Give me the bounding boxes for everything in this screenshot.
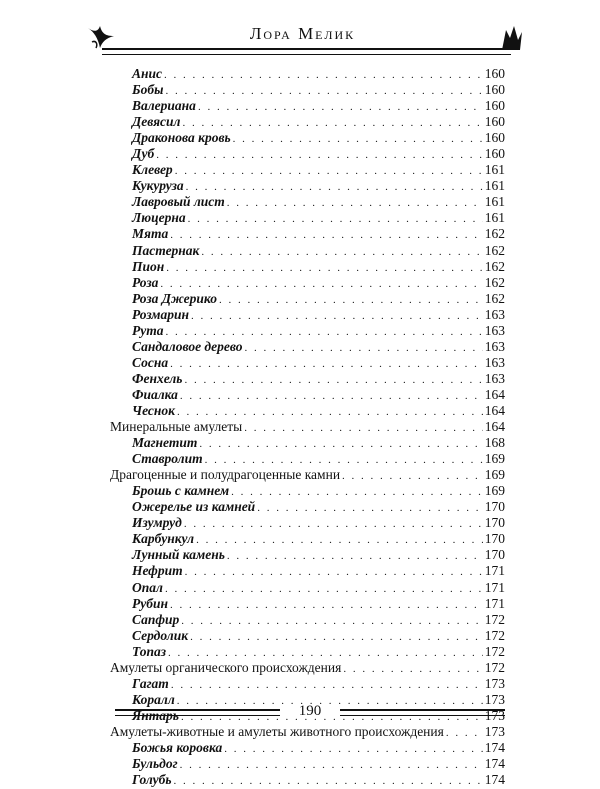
toc-entry-label: Чеснок [132,402,175,418]
toc-entry [110,178,505,194]
toc-entry-label: Топаз [132,643,167,659]
toc-entry-label: Минеральные амулеты [110,419,243,435]
toc-entry [110,66,505,82]
toc-entry-page: 164 [484,419,505,435]
toc-leader-dots [227,548,483,564]
toc-leader-dots [196,532,483,548]
toc-entry-page: 172 [484,611,505,627]
toc-entry [110,467,505,483]
header-rule [102,48,511,55]
page-number: 190 [298,703,322,719]
toc-leader-dots [156,147,482,163]
toc-entry-page: 173 [484,723,505,739]
toc-entry-page: 169 [484,451,505,467]
toc-entry-label: Пион [132,258,165,274]
toc-entry-label: Ставролит [132,451,203,467]
toc-entry [110,596,505,612]
toc-entry-page: 160 [484,114,505,130]
toc-entry-page: 173 [484,691,505,707]
toc-leader-dots [201,244,482,260]
toc-leader-dots [186,179,483,195]
toc-entry-page: 160 [484,146,505,162]
toc-entry [110,499,505,515]
toc-leader-dots [227,195,483,211]
toc-leader-dots [170,356,483,372]
toc-leader-dots [205,452,483,468]
toc-leader-dots [166,260,482,276]
toc-entry-page: 170 [484,531,505,547]
toc-leader-dots [164,67,483,83]
toc-entry-page: 160 [484,130,505,146]
toc-entry [110,114,505,130]
toc-entry [110,756,505,772]
toc-entry-label: Гагат [132,675,169,691]
toc-leader-dots [233,131,483,147]
toc-entry [110,162,505,178]
toc-entry-page: 171 [484,579,505,595]
toc-entry [110,403,505,419]
toc-leader-dots [177,404,483,420]
toc-entry-label: Роза [132,274,159,290]
toc-entry [110,612,505,628]
toc-leader-dots [166,324,483,340]
toc-entry-label: Розмарин [132,306,190,322]
toc-leader-dots [165,581,483,597]
toc-entry-page: 160 [484,82,505,98]
toc-entry [110,772,505,788]
toc-entry-page: 173 [484,675,505,691]
toc-leader-dots [191,308,483,324]
toc-entry-page: 164 [484,402,505,418]
toc-entry-label: Сосна [132,354,169,370]
toc-entry [110,210,505,226]
toc-entry-page: 161 [484,178,505,194]
toc-entry-label: Кукуруза [132,178,184,194]
toc-entry-label: Клевер [132,162,173,178]
toc-leader-dots [160,276,482,292]
toc-entry-page: 162 [484,226,505,242]
toc-leader-dots [170,597,483,613]
toc-entry-label: Анис [132,66,162,81]
running-header-title: Лора Мелик [249,24,356,43]
toc-entry-page: 172 [484,643,505,659]
toc-entry [110,580,505,596]
toc-entry-label: Ожерелье из камней [132,499,256,515]
toc-entry-page: 169 [484,467,505,483]
toc-entry [110,483,505,499]
toc-entry-label: Девясил [132,114,181,130]
toc-entry-page: 162 [484,274,505,290]
toc-leader-dots [174,773,483,789]
toc-entry-label: Фенхель [132,370,183,386]
toc-entry-page: 170 [484,547,505,563]
toc-entry [110,259,505,275]
toc-leader-dots [257,500,483,516]
toc-entry-label: Брошь с камнем [132,483,230,499]
toc-entry-label: Валериана [132,98,196,114]
toc-entry [110,435,505,451]
toc-entry [110,660,505,676]
toc-entry-label: Драгоценные и полудрагоценные камни [110,467,341,483]
toc-entry-label: Магнетит [132,435,198,451]
toc-leader-dots [244,340,482,356]
toc-entry-label: Янтарь [132,707,179,723]
toc-entry-page: 162 [484,290,505,306]
toc-leader-dots [198,99,483,115]
toc-leader-dots [185,564,483,580]
toc-entry-label: Пастернак [132,242,200,258]
toc-leader-dots [244,420,482,436]
toc-entry-label: Дуб [132,146,155,162]
toc-entry-page: 164 [484,386,505,402]
toc-entry-label: Опал [132,579,163,595]
toc-entry [110,243,505,259]
toc-entry-label: Лунный камень [132,547,225,563]
toc-entry [110,323,505,339]
toc-entry-page: 171 [484,563,505,579]
toc-entry-page: 174 [484,739,505,755]
toc-entry-label: Роза Джерико [132,290,217,306]
toc-entry-page: 163 [484,306,505,322]
toc-leader-dots [446,725,483,741]
toc-leader-dots [219,292,483,308]
toc-entry [110,146,505,162]
toc-leader-dots [168,645,483,661]
toc-entry-page: 161 [484,194,505,210]
toc-entry-label: Люцерна [132,210,186,226]
toc-entry [110,194,505,210]
toc-entry [110,275,505,291]
toc-entry-label: Сердолик [132,627,189,643]
toc-entry [110,371,505,387]
toc-entry-label: Коралл [132,691,175,707]
toc-entry-page: 173 [484,707,505,723]
toc-entry-page: 162 [484,258,505,274]
toc-entry-page: 172 [484,627,505,643]
toc-entry-label: Амулеты-животные и амулеты животного происхождения [110,723,444,739]
table-of-contents [110,66,505,788]
toc-entry-label: Рубин [132,595,168,611]
toc-leader-dots [190,629,483,645]
toc-entry-label: Бульдог [132,756,178,772]
toc-entry-label: Лавровый лист [132,194,225,210]
toc-entry [110,451,505,467]
toc-entry-page: 162 [484,242,505,258]
toc-entry-page: 163 [484,338,505,354]
toc-entry-label: Амулеты органического происхождения [110,659,342,675]
toc-entry-label: Рута [132,322,164,338]
toc-entry-page: 174 [484,756,505,772]
toc-entry [110,355,505,371]
toc-entry-label: Фиалка [132,386,178,402]
toc-entry-page: 170 [484,515,505,531]
toc-leader-dots [342,468,483,484]
toc-entry-page: 160 [484,66,505,81]
toc-entry [110,531,505,547]
toc-leader-dots [343,661,482,677]
toc-entry [110,82,505,98]
toc-entry [110,676,505,692]
toc-entry-label: Мята [132,226,169,242]
toc-entry-label: Карбункул [132,531,195,547]
toc-leader-dots [175,163,483,179]
toc-entry [110,628,505,644]
toc-leader-dots [181,613,482,629]
toc-entry [110,307,505,323]
toc-leader-dots [182,115,482,131]
toc-entry-page: 161 [484,210,505,226]
toc-entry [110,563,505,579]
toc-entry-label: Бобы [132,82,164,98]
toc-entry [110,724,505,740]
toc-entry [110,226,505,242]
toc-entry-page: 168 [484,435,505,451]
toc-entry-page: 163 [484,354,505,370]
toc-entry-label: Голубь [132,772,172,788]
toc-entry-page: 172 [484,659,505,675]
toc-entry [110,547,505,563]
toc-entry-label: Драконова кровь [132,130,231,146]
toc-leader-dots [224,741,483,757]
toc-leader-dots [188,211,483,227]
toc-entry-page: 171 [484,595,505,611]
toc-entry [110,644,505,660]
toc-entry-page: 170 [484,499,505,515]
toc-entry-page: 163 [484,370,505,386]
toc-entry-page: 161 [484,162,505,178]
toc-entry [110,130,505,146]
toc-entry-label: Божья коровка [132,739,223,755]
toc-entry-label: Нефрит [132,563,183,579]
footer-rule-right [340,709,505,716]
toc-leader-dots [180,757,483,773]
toc-entry-page: 174 [484,772,505,788]
toc-entry-page: 160 [484,98,505,114]
toc-entry [110,98,505,114]
toc-leader-dots [231,484,483,500]
toc-entry [110,515,505,531]
running-header [90,24,515,50]
toc-leader-dots [180,388,483,404]
toc-leader-dots [199,436,482,452]
toc-entry [110,419,505,435]
toc-entry-page: 169 [484,483,505,499]
toc-entry [110,291,505,307]
toc-leader-dots [184,372,482,388]
toc-leader-dots [184,516,483,532]
toc-leader-dots [171,677,483,693]
toc-entry-page: 163 [484,322,505,338]
toc-entry-label: Изумруд [132,515,182,531]
toc-entry [110,339,505,355]
toc-entry-label: Сандаловое дерево [132,338,243,354]
toc-leader-dots [170,227,483,243]
toc-entry [110,740,505,756]
toc-leader-dots [165,83,482,99]
toc-entry-label: Сапфир [132,611,180,627]
toc-entry [110,387,505,403]
page-footer [115,703,505,723]
